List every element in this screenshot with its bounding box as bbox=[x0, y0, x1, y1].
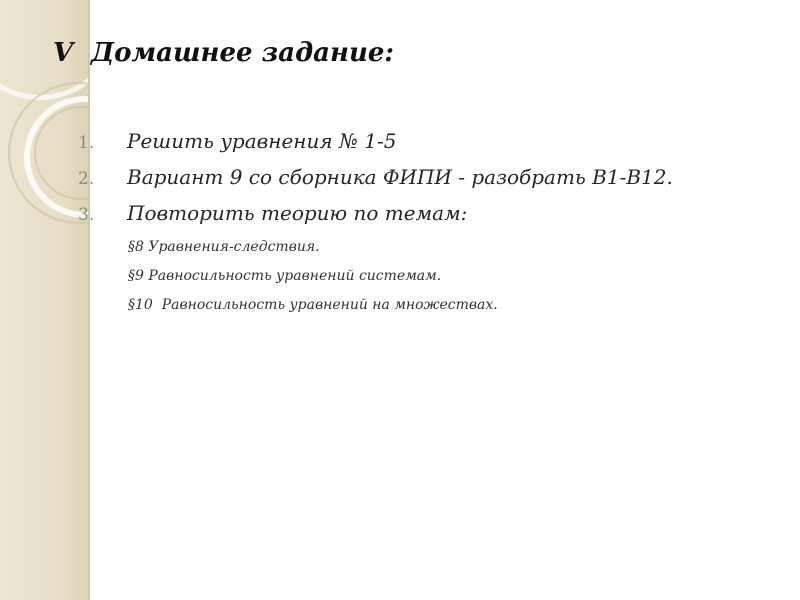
topic-item: §8 Уравнения-следствия. bbox=[128, 239, 320, 255]
slide-title bbox=[53, 38, 394, 68]
list-item-number: 1. bbox=[78, 133, 95, 153]
slide-title-text: Домашнее задание: bbox=[91, 38, 394, 68]
list-item-number: 3. bbox=[78, 205, 95, 225]
section-number: V bbox=[53, 38, 74, 68]
list-item-text: Повторить теорию по темам: bbox=[127, 201, 468, 225]
list-item bbox=[78, 128, 673, 164]
topic-item: §10 Равносильность уравнений на множествах. bbox=[128, 297, 498, 313]
list-item-number: 2. bbox=[78, 169, 95, 189]
topic-item: §9 Равносильность уравнений системам. bbox=[128, 268, 442, 284]
list-item-text: Вариант 9 со сборника ФИПИ - разобрать В1-В12. bbox=[127, 165, 673, 189]
list-item bbox=[78, 200, 673, 236]
list-item bbox=[78, 164, 673, 200]
decorative-side-panel bbox=[0, 0, 90, 600]
homework-list bbox=[78, 128, 673, 236]
list-item-text: Решить уравнения № 1-5 bbox=[127, 129, 397, 153]
topic-sublist bbox=[128, 236, 498, 323]
